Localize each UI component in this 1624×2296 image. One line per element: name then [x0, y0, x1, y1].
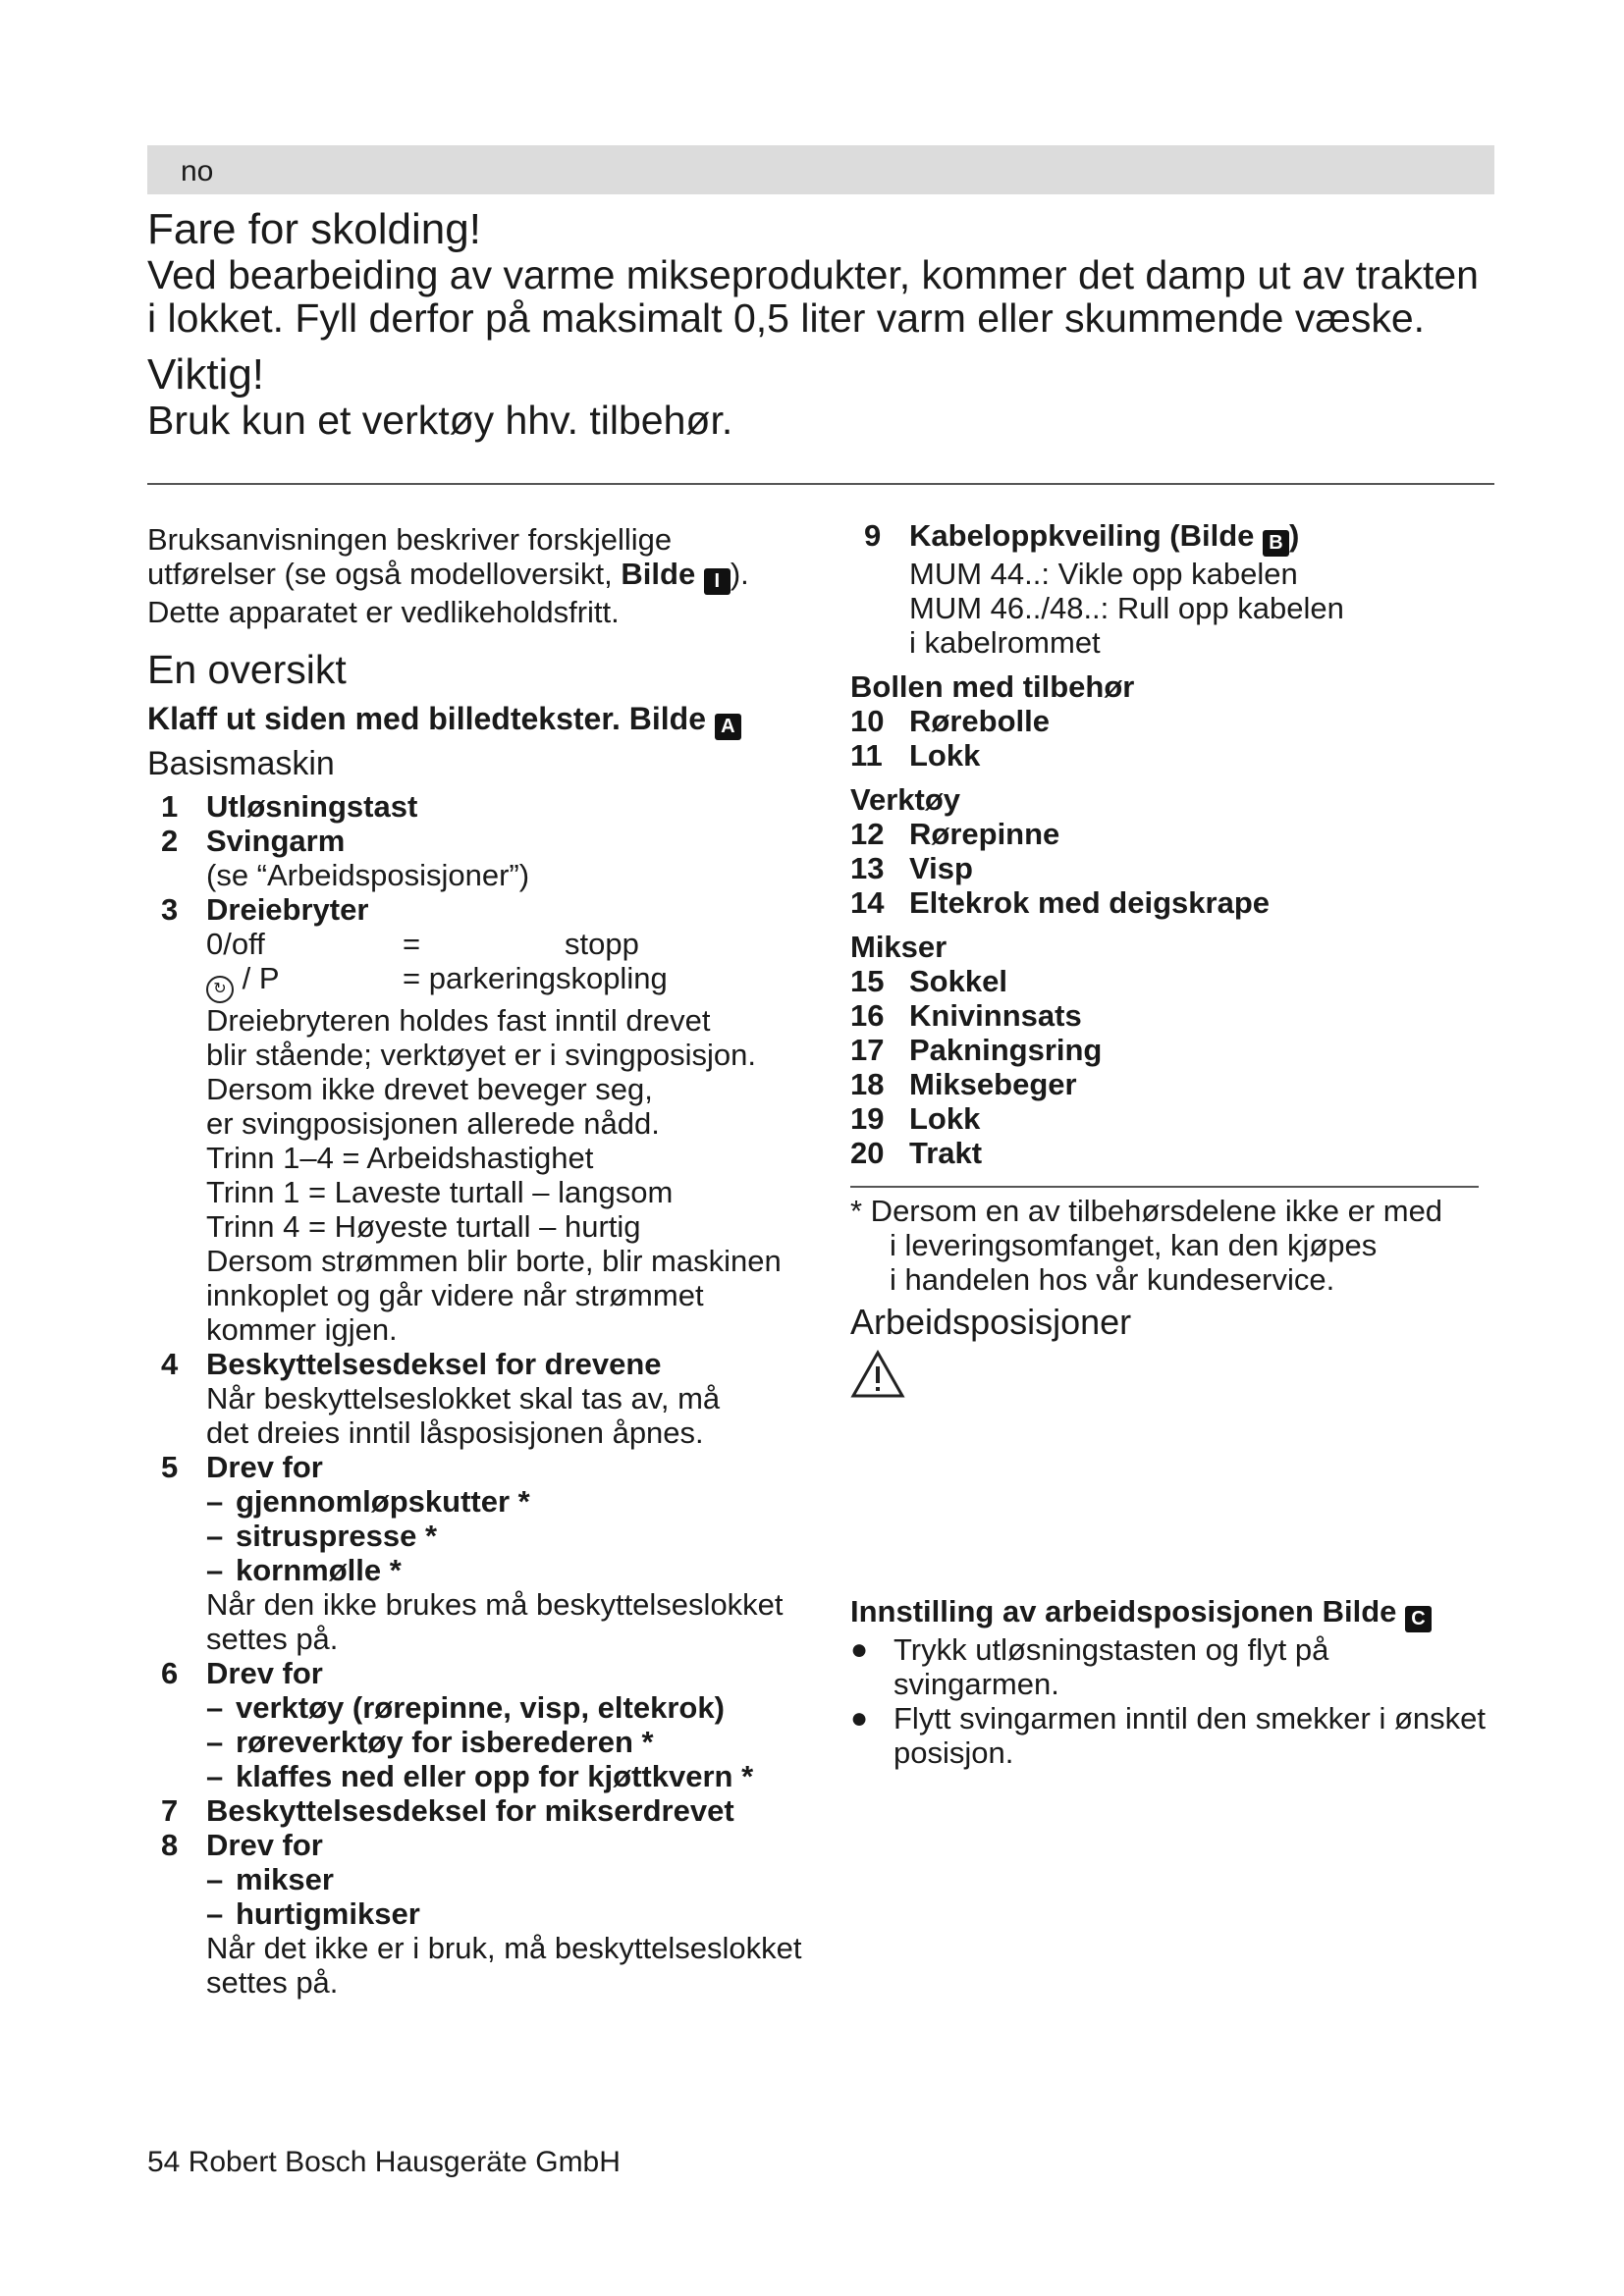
intro-line: Dette apparatet er vedlikeholdsfritt. [147, 595, 620, 629]
list-item: 11 Lokk [850, 738, 981, 773]
mixer-heading: Mikser [850, 930, 947, 964]
list-item: 13 Visp [850, 851, 973, 885]
right-column [850, 518, 1498, 1770]
important-title: Viktig! [147, 350, 265, 399]
list-item: 10 Rørebolle [850, 704, 1050, 738]
left-column [147, 522, 815, 2000]
footnote: i handelen hos vår kundeservice. [890, 1262, 1335, 1297]
list-item: 17 Pakningsring [850, 1033, 1103, 1067]
list-item: 6 Drev for – verktøy (rørepinne, visp, eltekrok) – røreverktøy for isberederen * – klaffes ned eller opp for kjøttkvern * [161, 1656, 754, 1793]
list-item: 12 Rørepinne [850, 817, 1060, 851]
footnote-divider [850, 1186, 1479, 1188]
overview-heading: En oversikt [147, 647, 347, 692]
page-footer: 54 Robert Bosch Hausgeräte GmbH [147, 2146, 621, 2178]
list-item: 1 Utløsningstast [161, 789, 418, 824]
fold-out-note: Klaff ut siden med billedtekster. Bilde A [147, 700, 815, 740]
footnote: i leveringsomfanget, kan den kjøpes [890, 1228, 1378, 1262]
list-item: ● Trykk utløsningstasten og flyt på svingarmen. [850, 1632, 1329, 1701]
list-item: 5 Drev for – gjennomløpskutter * – sitruspresse * – kornmølle * Når den ikke brukes må beskyttelseslokket settes på. [161, 1450, 784, 1656]
list-item: 8 Drev for – mikser – hurtigmikser Når det ikke er i bruk, må beskyttelseslokket settes på. [161, 1828, 802, 2000]
list-item: 20 Trakt [850, 1136, 983, 1170]
warning-triangle-icon [850, 1350, 1498, 1406]
work-positions-heading: Arbeidsposisjoner [850, 1302, 1132, 1342]
knob-icon: ↻ [206, 976, 234, 1003]
warning-block [147, 206, 1494, 442]
list-item: 3 Dreiebryter 0/off = stopp ↻ / P = parkeringskopling Dreiebryteren holdes fast inntil drevet blir stående; verktøyet er i svingposisjon. Dersom ikke drevet beveger seg, er svingposisjonen allerede nådd. Trinn 1–4 = Arbeidshastighet Trinn 1 = Laveste turtall – langsom Trinn 4 = Høyeste turtall – hurtig Dersom strømmen blir borte, blir maskinen innkoplet og går videre når strømmet kommer igjen. [161, 892, 782, 1347]
warning-title: Fare for skolding! [147, 205, 481, 253]
figure-b-icon: B [1263, 530, 1289, 557]
language-code: no [181, 155, 214, 187]
intro-line: Bruksanvisningen beskriver forskjellige [147, 522, 673, 557]
bowl-heading: Bollen med tilbehør [850, 669, 1135, 704]
bullet-icon: ● [850, 1702, 869, 1735]
figure-c-icon: C [1405, 1606, 1432, 1632]
important-text: Bruk kun et verktøy hhv. tilbehør. [147, 398, 733, 443]
list-item: 16 Knivinnsats [850, 998, 1082, 1033]
bullet-icon: ● [850, 1633, 869, 1666]
section-divider [147, 483, 1494, 485]
warning-text: Ved bearbeiding av varme mikseprodukter, kommer det damp ut av trakten i lokket. Fyll derfor på maksimalt 0,5 liter varm eller skummende væske. [147, 252, 1479, 341]
footnote: * Dersom en av tilbehørsdelene ikke er med [850, 1194, 1443, 1228]
tools-heading: Verktøy [850, 782, 961, 817]
list-item: ● Flytt svingarmen inntil den smekker i ønsket posisjon. [850, 1701, 1486, 1770]
figure-a-icon: A [715, 714, 741, 740]
list-item: 18 Miksebeger [850, 1067, 1077, 1101]
list-item: 15 Sokkel [850, 964, 1007, 998]
list-item: 9 Kabeloppkveiling (Bilde B ) MUM 44..: Vikle opp kabelen MUM 46../48..: Rull opp kabelen i kabelrommet [864, 518, 1344, 660]
list-item: 7 Beskyttelsesdeksel for mikserdrevet [161, 1793, 734, 1828]
setting-heading: Innstilling av arbeidsposisjonen Bilde C [850, 1594, 1498, 1632]
list-item: 4 Beskyttelsesdeksel for drevene Når beskyttelseslokket skal tas av, må det dreies inntil låsposisjonen åpnes. [161, 1347, 721, 1450]
intro-line: utførelser (se også modelloversikt, Bilde I ). [147, 557, 815, 595]
list-item: 19 Lokk [850, 1101, 981, 1136]
figure-i-icon: I [704, 568, 731, 595]
language-bar [147, 145, 1494, 194]
list-item: 14 Eltekrok med deigskrape [850, 885, 1270, 920]
list-item: 2 Svingarm (se “Arbeidsposisjoner”) [161, 824, 530, 892]
basis-heading: Basismaskin [147, 745, 335, 782]
